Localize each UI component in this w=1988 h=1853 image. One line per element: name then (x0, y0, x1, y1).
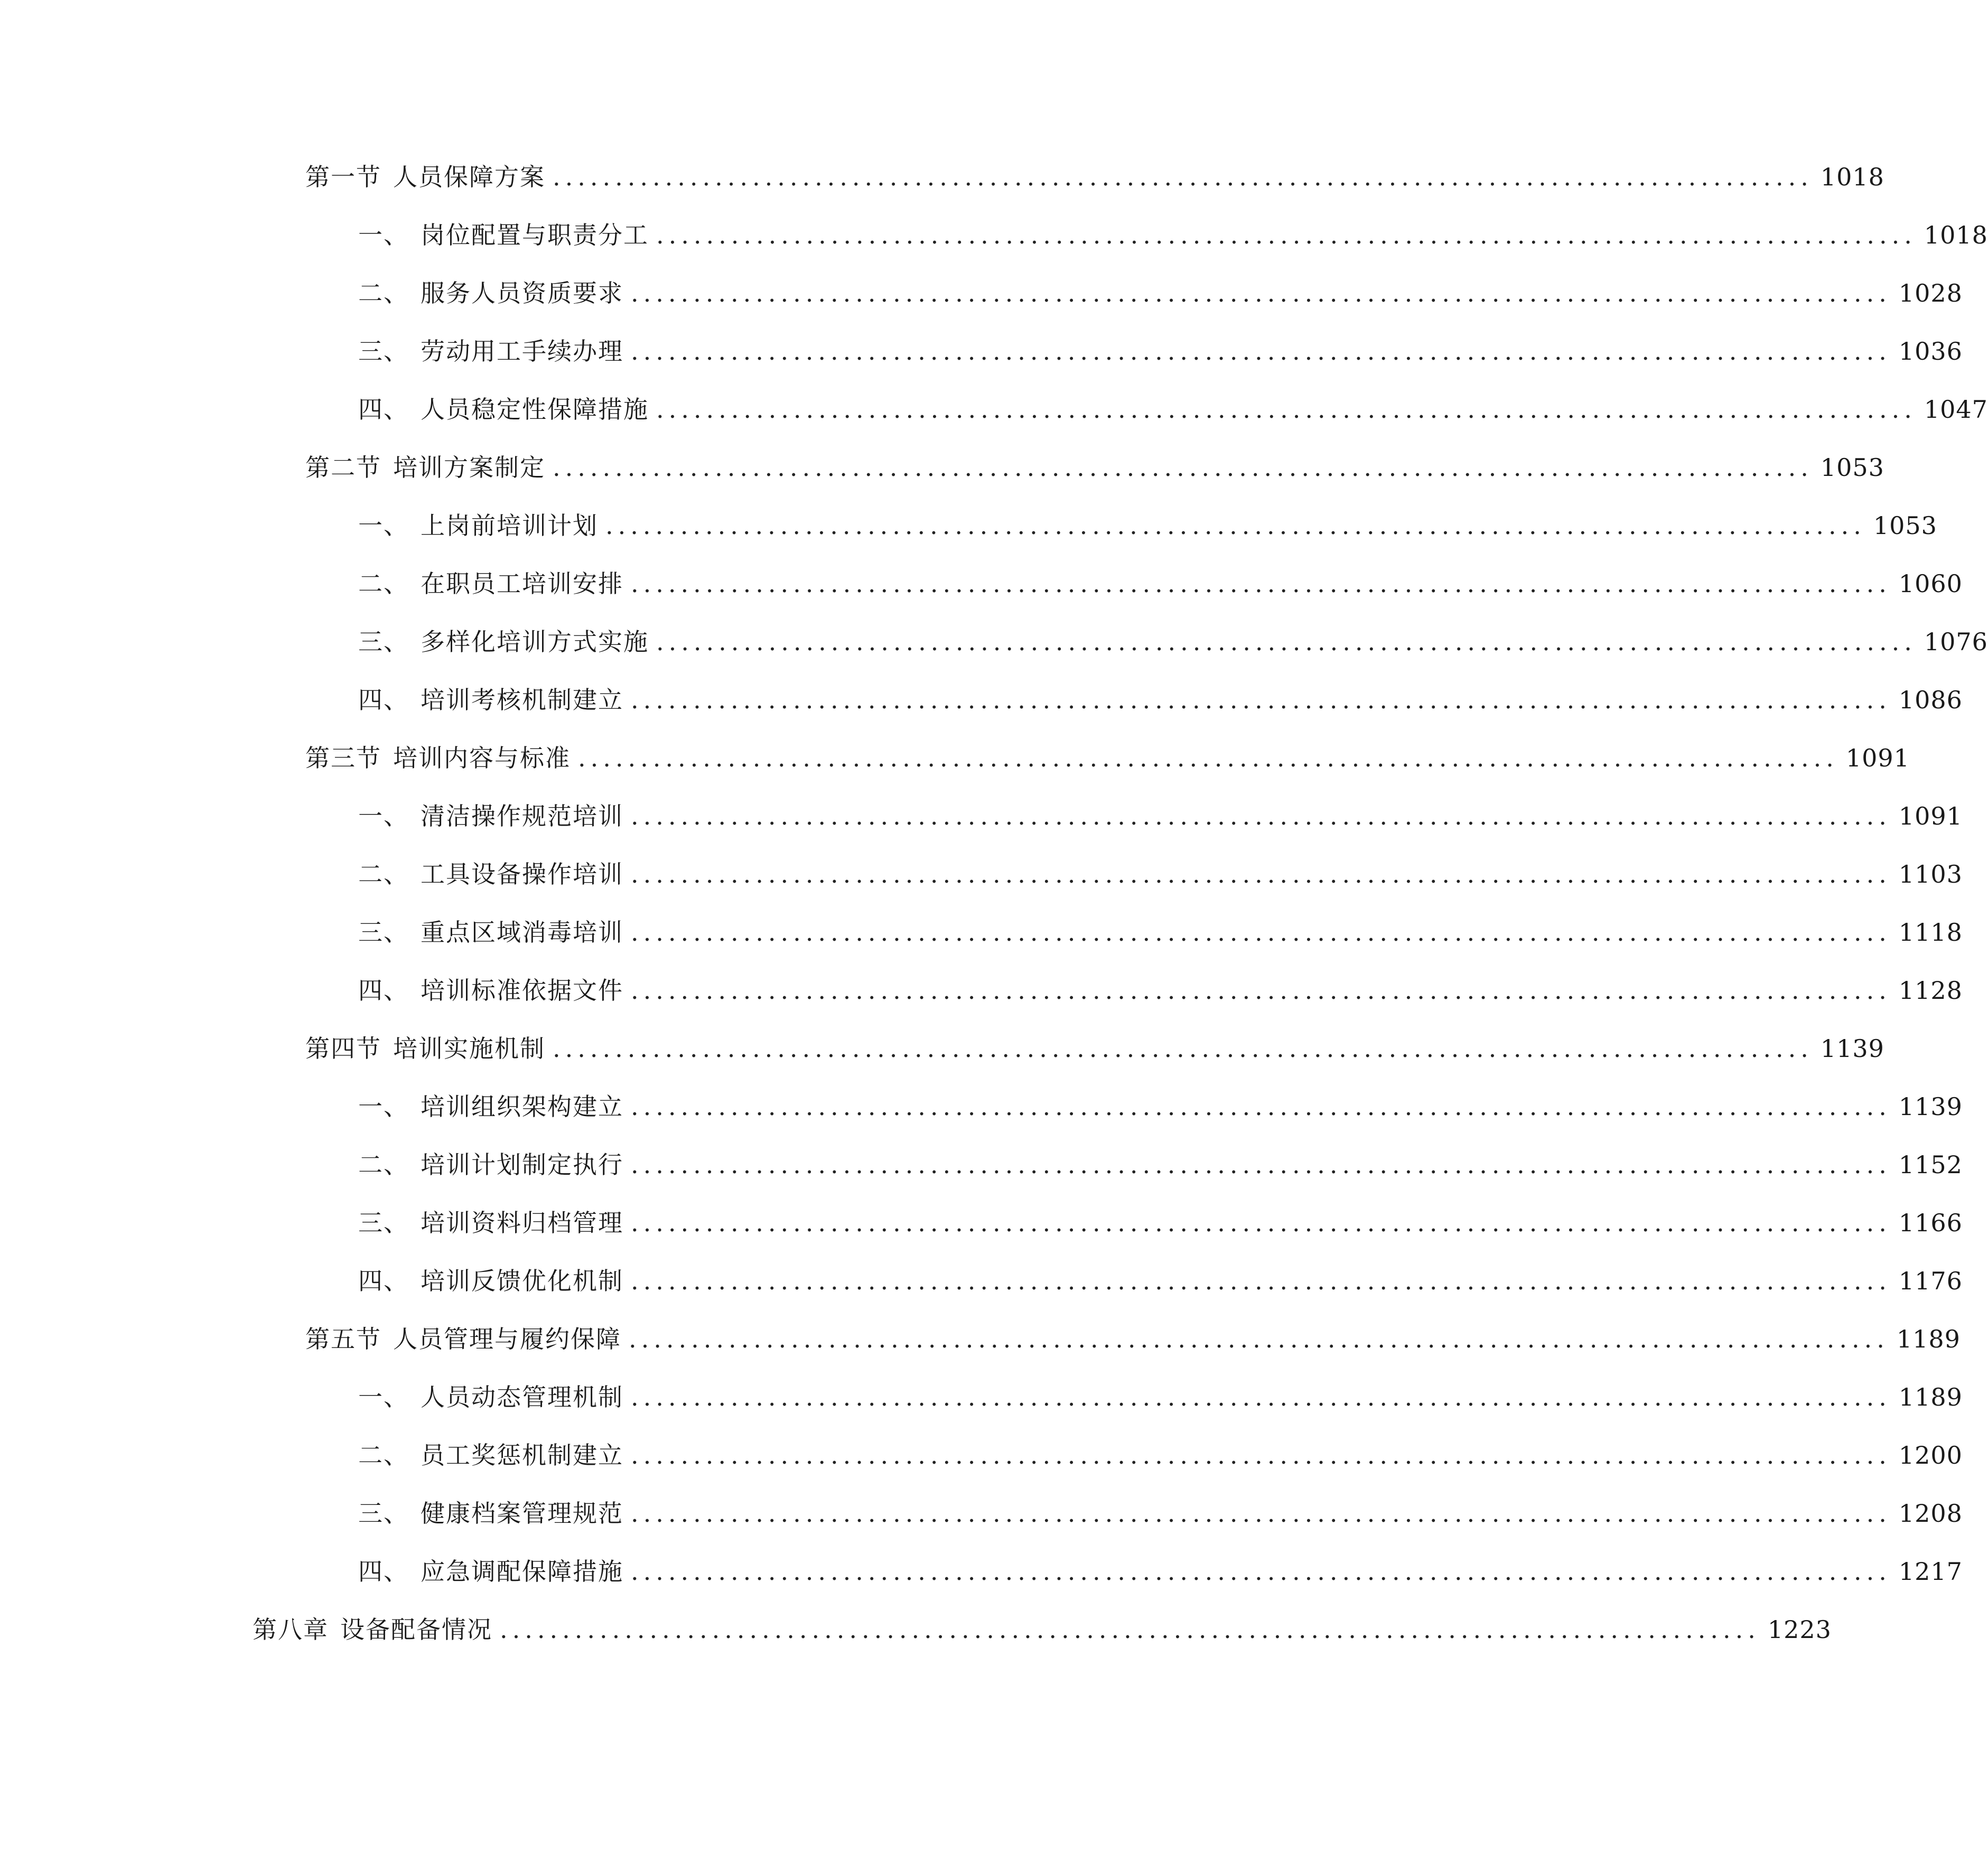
toc-title: 设备配备情况 (340, 1615, 492, 1644)
toc-title: 培训标准依据文件 (421, 976, 623, 1005)
toc-number: 三、 (358, 337, 409, 366)
toc-number: 一、 (358, 511, 409, 540)
toc-entry[interactable] (358, 1088, 1963, 1125)
toc-number: 四、 (358, 1267, 409, 1295)
toc-dot-leader: ..................................................................................................... (631, 1499, 1891, 1528)
toc-dot-leader: ..................................................................................................... (631, 1267, 1891, 1295)
toc-dot-leader: ..................................................................................................... (553, 1034, 1813, 1063)
toc-title: 多样化培训方式实施 (421, 628, 649, 656)
toc-number: 二、 (358, 860, 409, 888)
toc-dot-leader: ..................................................................................................... (656, 221, 1917, 249)
toc-page-number: 1176 (1898, 1267, 1963, 1295)
toc-title: 人员动态管理机制 (421, 1383, 623, 1411)
toc-dot-leader: ..................................................................................................... (500, 1615, 1760, 1644)
toc-number: 二、 (358, 569, 409, 598)
toc-number: 三、 (358, 1499, 409, 1528)
toc-title: 人员保障方案 (393, 163, 545, 191)
toc-page-number: 1152 (1898, 1150, 1963, 1179)
toc-title: 工具设备操作培训 (421, 860, 623, 888)
toc-entry[interactable] (358, 565, 1963, 602)
toc-number: 一、 (358, 1383, 409, 1411)
toc-number: 四、 (358, 976, 409, 1005)
toc-entry[interactable] (358, 1146, 1963, 1183)
toc-entry[interactable] (358, 623, 1988, 660)
toc-entry[interactable] (358, 798, 1963, 835)
toc-entry[interactable] (305, 449, 1884, 486)
toc-title: 培训实施机制 (393, 1034, 545, 1063)
toc-entry[interactable] (358, 333, 1963, 370)
toc-page-number: 1018 (1924, 221, 1988, 249)
toc-number: 第一节 (305, 163, 381, 191)
toc-entry[interactable] (253, 1611, 1832, 1648)
toc-page-number: 1217 (1898, 1557, 1963, 1586)
toc-dot-leader: ..................................................................................................... (631, 918, 1891, 947)
toc-title: 清洁操作规范培训 (421, 802, 623, 830)
toc-page-number: 1028 (1898, 279, 1963, 307)
toc-number: 四、 (358, 1557, 409, 1586)
toc-page-number: 1053 (1873, 511, 1937, 540)
toc-entry[interactable] (305, 740, 1910, 776)
toc-dot-leader: ..................................................................................................... (629, 1325, 1889, 1353)
toc-number: 二、 (358, 1150, 409, 1179)
toc-number: 第三节 (305, 744, 381, 772)
toc-title: 服务人员资质要求 (421, 279, 623, 307)
toc-page-number: 1139 (1820, 1034, 1884, 1063)
toc-dot-leader: ..................................................................................................... (631, 1209, 1891, 1237)
toc-page-number: 1189 (1898, 1383, 1963, 1411)
toc-number: 四、 (358, 395, 409, 424)
toc-number: 三、 (358, 1209, 409, 1237)
toc-entry[interactable] (358, 1437, 1963, 1474)
toc-entry[interactable] (358, 507, 1937, 544)
toc-title: 人员管理与履约保障 (393, 1325, 621, 1353)
toc-number: 三、 (358, 628, 409, 656)
toc-number: 二、 (358, 279, 409, 307)
toc-page-number: 1053 (1820, 453, 1884, 482)
toc-entry[interactable] (358, 1204, 1963, 1241)
toc-dot-leader: ..................................................................................................... (553, 163, 1813, 191)
toc-number: 三、 (358, 918, 409, 947)
toc-entry[interactable] (358, 217, 1988, 254)
toc-title: 岗位配置与职责分工 (421, 221, 649, 249)
toc-number: 一、 (358, 802, 409, 830)
toc-page-number: 1118 (1898, 918, 1963, 947)
toc-page-number: 1189 (1896, 1325, 1961, 1353)
toc-dot-leader: ..................................................................................................... (631, 860, 1891, 888)
toc-page-number: 1018 (1820, 163, 1884, 191)
toc-page-number: 1036 (1898, 337, 1963, 366)
toc-number: 二、 (358, 1441, 409, 1470)
toc-page-number: 1076 (1924, 628, 1988, 656)
toc-page-number: 1091 (1898, 802, 1963, 830)
toc-entry[interactable] (305, 1321, 1961, 1358)
toc-number: 第八章 (253, 1615, 329, 1644)
toc-title: 在职员工培训安排 (421, 569, 623, 598)
toc-entry[interactable] (305, 1030, 1884, 1067)
toc-title: 培训资料归档管理 (421, 1209, 623, 1237)
toc-entry[interactable] (358, 1553, 1963, 1590)
toc-entry[interactable] (358, 972, 1963, 1009)
toc-dot-leader: ..................................................................................................... (631, 337, 1891, 366)
toc-dot-leader: ..................................................................................................... (631, 1557, 1891, 1586)
toc-page-number: 1047 (1924, 395, 1988, 424)
toc-entry[interactable] (358, 391, 1988, 428)
toc-dot-leader: ..................................................................................................... (656, 628, 1917, 656)
toc-dot-leader: ..................................................................................................... (631, 802, 1891, 830)
toc-dot-leader: ..................................................................................................... (578, 744, 1838, 772)
toc-title: 培训考核机制建立 (421, 686, 623, 714)
toc-number: 第五节 (305, 1325, 381, 1353)
toc-dot-leader: ..................................................................................................... (631, 1150, 1891, 1179)
toc-page-number: 1091 (1845, 744, 1910, 772)
toc-number: 第二节 (305, 453, 381, 482)
toc-dot-leader: ..................................................................................................... (631, 569, 1891, 598)
toc-number: 一、 (358, 221, 409, 249)
toc-title: 上岗前培训计划 (421, 511, 598, 540)
toc-title: 员工奖惩机制建立 (421, 1441, 623, 1470)
toc-title: 劳动用工手续办理 (421, 337, 623, 366)
toc-page-number: 1128 (1898, 976, 1963, 1005)
toc-page-number: 1200 (1898, 1441, 1963, 1470)
toc-dot-leader: ..................................................................................................... (631, 1441, 1891, 1470)
toc-number: 四、 (358, 686, 409, 714)
toc-entry[interactable] (305, 158, 1884, 195)
toc-page-number: 1086 (1898, 686, 1963, 714)
toc-dot-leader: ..................................................................................................... (553, 453, 1813, 482)
toc-entry[interactable] (358, 1495, 1963, 1532)
toc-dot-leader: ..................................................................................................... (656, 395, 1917, 424)
toc-entry[interactable] (358, 856, 1963, 893)
toc-number: 第四节 (305, 1034, 381, 1063)
toc-title: 健康档案管理规范 (421, 1499, 623, 1528)
toc-title: 培训组织架构建立 (421, 1092, 623, 1121)
toc-title: 重点区域消毒培训 (421, 918, 623, 947)
toc-entry[interactable] (358, 1379, 1963, 1416)
toc-dot-leader: ..................................................................................................... (631, 279, 1891, 307)
toc-entry[interactable] (358, 681, 1963, 718)
toc-title: 人员稳定性保障措施 (421, 395, 649, 424)
toc-entry[interactable] (358, 1262, 1963, 1299)
toc-title: 培训内容与标准 (393, 744, 571, 772)
toc-page-number: 1208 (1898, 1499, 1963, 1528)
toc-entry[interactable] (358, 275, 1963, 312)
toc-page-number: 1103 (1898, 860, 1963, 888)
toc-entry[interactable] (358, 914, 1963, 951)
toc-title: 应急调配保障措施 (421, 1557, 623, 1586)
toc-page-number: 1166 (1898, 1209, 1963, 1237)
toc-title: 培训反馈优化机制 (421, 1267, 623, 1295)
toc-dot-leader: ..................................................................................................... (631, 1383, 1891, 1411)
toc-page-number: 1139 (1898, 1092, 1963, 1121)
toc-dot-leader: ..................................................................................................... (631, 686, 1891, 714)
toc-page-number: 1223 (1767, 1615, 1832, 1644)
toc-dot-leader: ..................................................................................................... (631, 976, 1891, 1005)
toc-title: 培训方案制定 (393, 453, 545, 482)
toc-number: 一、 (358, 1092, 409, 1121)
toc-dot-leader: ..................................................................................................... (631, 1092, 1891, 1121)
toc-page-number: 1060 (1898, 569, 1963, 598)
toc-dot-leader: ..................................................................................................... (605, 511, 1866, 540)
toc-title: 培训计划制定执行 (421, 1150, 623, 1179)
